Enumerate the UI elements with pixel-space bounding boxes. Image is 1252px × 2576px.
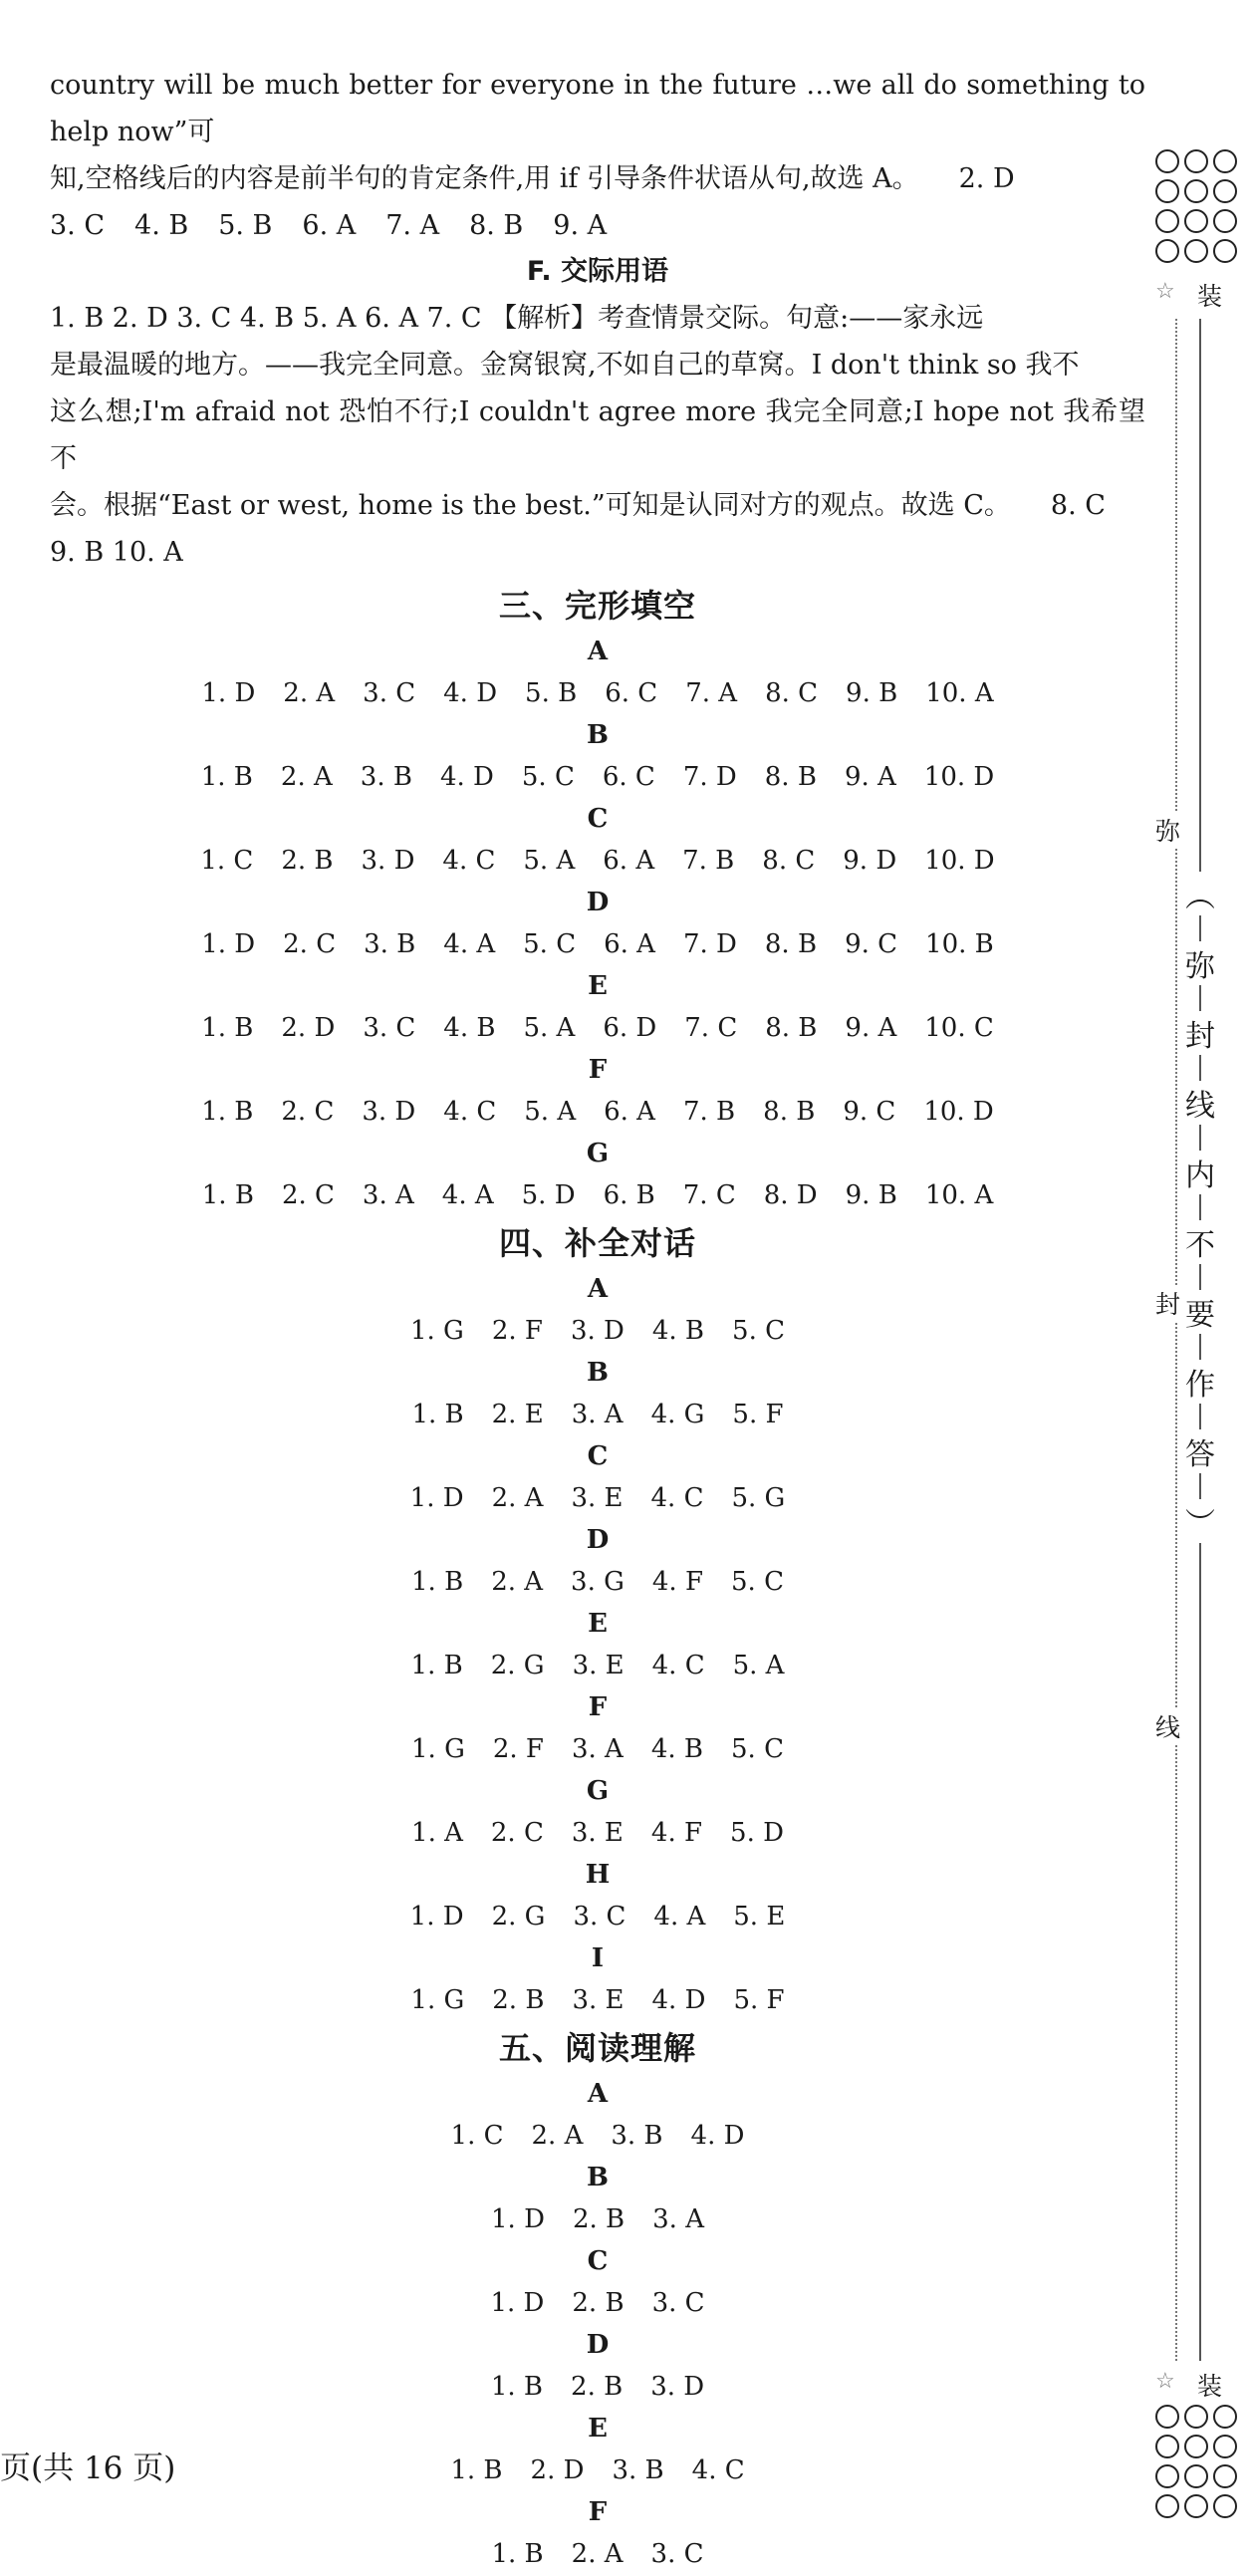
answer-item: 8. B — [764, 929, 818, 959]
answer-item: 9. A — [845, 1013, 897, 1043]
answer-row — [50, 1560, 1145, 1604]
answer-item: 4. B — [650, 1734, 704, 1764]
group-letter: C — [587, 1441, 609, 1471]
answer-row — [50, 2365, 1145, 2409]
answer-item: 3. D — [362, 1097, 416, 1127]
answer-item: 4. D — [690, 2121, 745, 2151]
answer-item: 1. B — [411, 1400, 464, 1429]
answer-item: 2. C — [490, 1818, 544, 1848]
answer-item: 3. A — [571, 1400, 624, 1429]
answer-item: 3. C — [50, 210, 106, 241]
answer-item: 7. D — [682, 762, 737, 792]
answer-item: 5. C — [732, 1316, 786, 1346]
answer-item: 6. D — [603, 1013, 657, 1043]
answer-item: 6. A — [604, 1097, 655, 1127]
binding-label-zhuang-bottom: 装 — [1197, 2372, 1223, 2401]
binding-label-mi: 弥 — [1155, 812, 1180, 848]
binding-notice-char: 答 — [1185, 1429, 1215, 1473]
answer-item: 1. B — [410, 1651, 463, 1680]
circle-icon — [1213, 2494, 1237, 2518]
binding-solid-line — [1199, 319, 1201, 2361]
circle-icon — [1213, 2405, 1237, 2429]
section-f-body — [50, 295, 1145, 576]
binding-dotted-line — [1175, 319, 1177, 2361]
group-letter: E — [588, 2414, 608, 2444]
answer-item: 6. A — [302, 210, 357, 241]
answer-row — [50, 1727, 1145, 1771]
star-icon: ☆ — [1155, 279, 1175, 304]
answer-item: 5. D — [521, 1180, 576, 1210]
answer-item: 4. B — [651, 1316, 705, 1346]
binding-notice-char: ︵ — [1185, 872, 1215, 915]
circle-icon — [1155, 149, 1179, 173]
answer-item: 2. C — [281, 1180, 335, 1210]
answer-item: 9. A — [844, 762, 896, 792]
section-4-title: 四、补全对话 — [498, 1224, 696, 1262]
answer-item: 7. A — [685, 678, 738, 708]
answer-item: 1. B — [200, 762, 253, 792]
answer-item: 5. A — [523, 1013, 576, 1043]
answer-item: 9. C — [845, 929, 898, 959]
answer-item: 5. F — [732, 1400, 784, 1429]
answer-item: 3. B — [360, 762, 412, 792]
section-f-line-5: 9. B 10. A — [50, 537, 183, 568]
answer-item: 3. C — [363, 1013, 416, 1043]
answer-item: 5. B — [218, 210, 273, 241]
binding-label-zhuang-top: 装 — [1197, 282, 1223, 311]
answer-item: 1. C — [200, 846, 254, 876]
answer-item: 5. C — [731, 1567, 784, 1597]
answer-item: 2. G — [491, 1902, 546, 1932]
answer-item: 3. E — [571, 1483, 624, 1513]
page-footer: 页(共 16 页) — [0, 2450, 176, 2486]
answer-item: 5. E — [733, 1902, 786, 1932]
answer-item: 8. C — [765, 678, 819, 708]
answer-item: 2. B — [572, 2288, 625, 2318]
section-f-line-1: 1. B 2. D 3. C 4. B 5. A 6. A 7. C 【解析】考查情景交际。句意:——家永远 — [50, 303, 984, 334]
answer-item: 5. C — [731, 1734, 784, 1764]
answer-item: 3. B — [611, 2121, 663, 2151]
circle-icon — [1213, 209, 1237, 233]
answer-item: 9. B — [846, 678, 898, 708]
answer-item: 9. A — [553, 210, 608, 241]
answer-item: 3. C — [651, 2288, 705, 2318]
answer-item: 4. A — [653, 1902, 706, 1932]
answer-item: 4. C — [691, 2455, 745, 2485]
answer-item: 1. D — [409, 1902, 464, 1932]
answer-item: 8. B — [469, 210, 524, 241]
group-letter: E — [588, 971, 608, 1001]
binding-notice-char: 弥 — [1185, 941, 1215, 985]
answer-item: 10. D — [924, 846, 995, 876]
answer-item: 10. D — [923, 762, 995, 792]
group-letter: E — [588, 1609, 608, 1639]
answer-item: 6. A — [604, 929, 655, 959]
group-letter: G — [586, 1139, 610, 1168]
answer-item: 2. A — [491, 1567, 544, 1597]
answer-item: 6. A — [603, 846, 655, 876]
answer-item: 1. D — [201, 929, 256, 959]
binding-notice-char: ︶ — [1185, 1499, 1215, 1543]
section-3-groups — [50, 632, 1145, 1217]
top-paragraph — [50, 62, 1145, 249]
answer-item: 2. A — [491, 1483, 544, 1513]
answer-item: 2. B — [572, 2204, 626, 2234]
answer-item: 8. D — [763, 1180, 818, 1210]
binding-notice-char: 不 — [1185, 1220, 1215, 1264]
answer-item: 2. A — [531, 2121, 584, 2151]
answer-item: 1. B — [201, 1097, 254, 1127]
answer-item: 2. A — [280, 762, 333, 792]
group-letter: D — [586, 1525, 610, 1555]
answer-item: 2. C — [281, 1097, 335, 1127]
circle-icon — [1184, 2464, 1208, 2488]
answer-item: 7. C — [682, 1180, 736, 1210]
binding-notice-char: 封 — [1185, 1011, 1215, 1055]
answer-item: 1. D — [490, 2288, 545, 2318]
group-letter: B — [587, 2163, 609, 2192]
answer-item: 3. E — [572, 1651, 625, 1680]
group-letter: I — [591, 1943, 605, 1973]
answer-row — [50, 1811, 1145, 1855]
group-letter: C — [587, 804, 609, 834]
answer-item: 1. D — [409, 1483, 464, 1513]
group-letter: A — [587, 2079, 609, 2109]
answer-item: 3. C — [573, 1902, 626, 1932]
answer-item: 4. F — [651, 1567, 704, 1597]
answer-row — [50, 2114, 1145, 2158]
answer-row — [50, 1895, 1145, 1938]
answer-item: 7. B — [682, 846, 735, 876]
circle-icon — [1155, 2464, 1179, 2488]
answer-item: 2. F — [492, 1734, 544, 1764]
answer-row — [50, 2532, 1145, 2576]
top-line-3 — [50, 202, 1145, 249]
answer-item: 2. B — [281, 846, 334, 876]
section-f-line-2: 是最温暖的地方。——我完全同意。金窝银窝,不如自己的草窝。I don't think so 我不 — [50, 350, 1080, 381]
answer-row — [50, 671, 1145, 715]
circle-icon — [1184, 179, 1208, 203]
answer-row — [50, 1309, 1145, 1353]
answer-item: 1. G — [410, 1985, 465, 2015]
answer-item: 9. D — [843, 846, 897, 876]
binding-circles-top — [1155, 149, 1237, 263]
answer-item: 1. C — [450, 2121, 504, 2151]
answer-item: 4. A — [443, 929, 496, 959]
circle-icon — [1213, 149, 1237, 173]
group-letter: D — [586, 888, 610, 917]
answer-item: 1. B — [490, 2372, 544, 2402]
answer-row — [50, 922, 1145, 966]
answer-item: 1. A — [411, 1818, 463, 1848]
section-5-groups — [50, 2074, 1145, 2576]
answer-row — [50, 2448, 1145, 2492]
answer-item: 1. B — [450, 2455, 503, 2485]
answer-item: 4. C — [651, 1651, 705, 1680]
answer-item: 9. C — [843, 1097, 896, 1127]
answer-item: 5. G — [731, 1483, 786, 1513]
answer-item: 5. D — [730, 1818, 784, 1848]
answer-item: 3. D — [650, 2372, 705, 2402]
answer-item: 9. B — [845, 1180, 897, 1210]
answer-item: 3. E — [571, 1818, 624, 1848]
binding-notice-char: 作 — [1185, 1360, 1215, 1404]
section-f-title: F. 交际用语 — [526, 256, 669, 287]
binding-label-xian: 线 — [1155, 1708, 1180, 1744]
answer-item: 4. D — [651, 1985, 706, 2015]
answer-item: 7. C — [684, 1013, 738, 1043]
answer-item: 8. B — [765, 1013, 818, 1043]
group-letter: F — [588, 1692, 608, 1722]
answer-item: 4. D — [443, 678, 498, 708]
circle-icon — [1184, 2435, 1208, 2458]
circle-icon — [1184, 149, 1208, 173]
circle-icon — [1184, 209, 1208, 233]
answer-row — [50, 755, 1145, 799]
group-letter: H — [585, 1860, 611, 1890]
answer-item: 3. G — [571, 1567, 625, 1597]
group-letter: G — [586, 1776, 610, 1806]
section-f-line-3: 这么想;I'm afraid not 恐怕不行;I couldn't agree more 我完全同意;I hope not 我希望不 — [50, 396, 1145, 474]
answer-item: 2. A — [571, 2539, 624, 2569]
answer-item: 2. G — [490, 1651, 545, 1680]
group-letter: B — [587, 1358, 609, 1388]
answer-item: 2. F — [491, 1316, 543, 1346]
answer-item: 3. C — [650, 2539, 704, 2569]
answer-item: 2. C — [283, 929, 337, 959]
answer-item: 10. A — [925, 678, 994, 708]
group-letter: F — [588, 2497, 608, 2527]
answer-item: 1. B — [201, 1013, 254, 1043]
top-line-1: country will be much better for everyone in the future …we all do something to help now”可 — [50, 70, 1145, 147]
answer-item: 2. A — [283, 678, 336, 708]
answer-item: 3. C — [363, 678, 416, 708]
answer-item: 8. B — [763, 1097, 816, 1127]
answer-item: 4. G — [650, 1400, 705, 1429]
answer-item: 10. D — [923, 1097, 994, 1127]
answer-item: 5. A — [524, 1097, 577, 1127]
answer-item: 3. D — [361, 846, 415, 876]
circle-icon — [1155, 2494, 1179, 2518]
answer-item: 7. B — [682, 1097, 736, 1127]
circle-icon — [1155, 179, 1179, 203]
answer-item: 3. A — [362, 1180, 414, 1210]
group-letter: A — [587, 637, 609, 666]
binding-notice-char: 线 — [1185, 1081, 1215, 1125]
answer-item: 6. C — [605, 678, 658, 708]
answer-item: 2. D — [281, 1013, 336, 1043]
answer-item: 3. D — [570, 1316, 625, 1346]
answer-item: 3. A — [652, 2204, 704, 2234]
answer-row — [50, 2197, 1145, 2241]
top-line-2 — [50, 155, 1145, 202]
section-f-line-4-answer: 8. C — [1050, 490, 1106, 521]
answer-item: 2. D — [530, 2455, 585, 2485]
answer-item: 5. A — [523, 846, 576, 876]
top-line-2-text: 知,空格线后的内容是前半句的肯定条件,用 if 引导条件状语从句,故选 A。 — [50, 163, 919, 194]
answer-row — [50, 1090, 1145, 1134]
section-4-groups — [50, 1269, 1145, 2022]
section-5-title: 五、阅读理解 — [498, 2029, 696, 2067]
section-f-line-4 — [50, 482, 1145, 529]
group-letter: C — [587, 2246, 609, 2276]
answer-item: 3. E — [572, 1985, 625, 2015]
answer-item: 4. D — [439, 762, 494, 792]
circle-icon — [1213, 2464, 1237, 2488]
answer-row — [50, 1476, 1145, 1520]
answer-item: 1. G — [411, 1734, 465, 1764]
answer-row — [50, 1644, 1145, 1687]
group-letter: F — [588, 1055, 608, 1085]
answer-row — [50, 1393, 1145, 1436]
answer-item: 7. A — [385, 210, 440, 241]
answer-item: 4. C — [443, 1097, 497, 1127]
circle-icon — [1213, 179, 1237, 203]
circle-icon — [1213, 239, 1237, 263]
group-letter: B — [587, 720, 609, 750]
circle-icon — [1155, 239, 1179, 263]
answer-item: 5. C — [521, 762, 575, 792]
answer-row — [50, 1978, 1145, 2022]
answer-item: 1. B — [491, 2539, 544, 2569]
answer-item: 6. C — [602, 762, 655, 792]
answer-item: 10. C — [924, 1013, 994, 1043]
answer-item: 10. A — [924, 1180, 994, 1210]
answer-item: 8. C — [762, 846, 816, 876]
answer-item: 2. E — [491, 1400, 544, 1429]
answer-item: 1. D — [491, 2204, 545, 2234]
answer-item: 1. G — [409, 1316, 464, 1346]
answer-item: 1. D — [201, 678, 256, 708]
answer-row — [50, 1006, 1145, 1050]
circle-icon — [1184, 2494, 1208, 2518]
answer-item: 4. B — [443, 1013, 496, 1043]
answer-item: 5. C — [523, 929, 577, 959]
answer-row — [50, 839, 1145, 883]
circle-icon — [1155, 209, 1179, 233]
answer-item: 8. B — [764, 762, 817, 792]
answer-item: 5. B — [525, 678, 578, 708]
answer-item: 2. B — [571, 2372, 624, 2402]
answer-item: 4. C — [442, 846, 496, 876]
section-f-line-4-text: 会。根据“East or west, home is the best.”可知是认同对方的观点。故选 C。 — [50, 490, 1011, 521]
section-3-title: 三、完形填空 — [498, 587, 696, 625]
group-letter: A — [587, 1274, 609, 1304]
answer-row — [50, 1173, 1145, 1217]
binding-circles-bottom — [1155, 2405, 1237, 2518]
answer-item: 4. F — [650, 1818, 703, 1848]
answer-item: 6. B — [603, 1180, 655, 1210]
answer-row — [50, 2281, 1145, 2325]
answer-item: 5. F — [733, 1985, 785, 2015]
circle-icon — [1155, 2405, 1179, 2429]
answer-item: 7. D — [682, 929, 737, 959]
answer-item: 3. B — [364, 929, 416, 959]
answer-item: 1. B — [201, 1180, 254, 1210]
answer-item: 2. B — [492, 1985, 545, 2015]
circle-icon — [1213, 2435, 1237, 2458]
circle-icon — [1155, 2435, 1179, 2458]
circle-icon — [1184, 239, 1208, 263]
answer-content — [50, 62, 1145, 2576]
answer-item: 5. A — [732, 1651, 785, 1680]
star-icon: ☆ — [1155, 2369, 1175, 2394]
answer-item: 3. A — [571, 1734, 624, 1764]
answer-item: 4. C — [650, 1483, 704, 1513]
answer-item: 3. B — [612, 2455, 664, 2485]
binding-notice-char: 内 — [1185, 1151, 1215, 1194]
binding-notice-char: 要 — [1185, 1290, 1215, 1334]
binding-margin — [1155, 139, 1252, 2460]
group-letter: D — [586, 2330, 610, 2360]
answer-item: 10. B — [925, 929, 994, 959]
answer-item: 1. B — [411, 1567, 464, 1597]
top-line-2-answer: 2. D — [958, 163, 1015, 194]
circle-icon — [1184, 2405, 1208, 2429]
binding-label-feng: 封 — [1155, 1285, 1180, 1321]
answer-item: 4. A — [441, 1180, 494, 1210]
answer-item: 4. B — [134, 210, 189, 241]
